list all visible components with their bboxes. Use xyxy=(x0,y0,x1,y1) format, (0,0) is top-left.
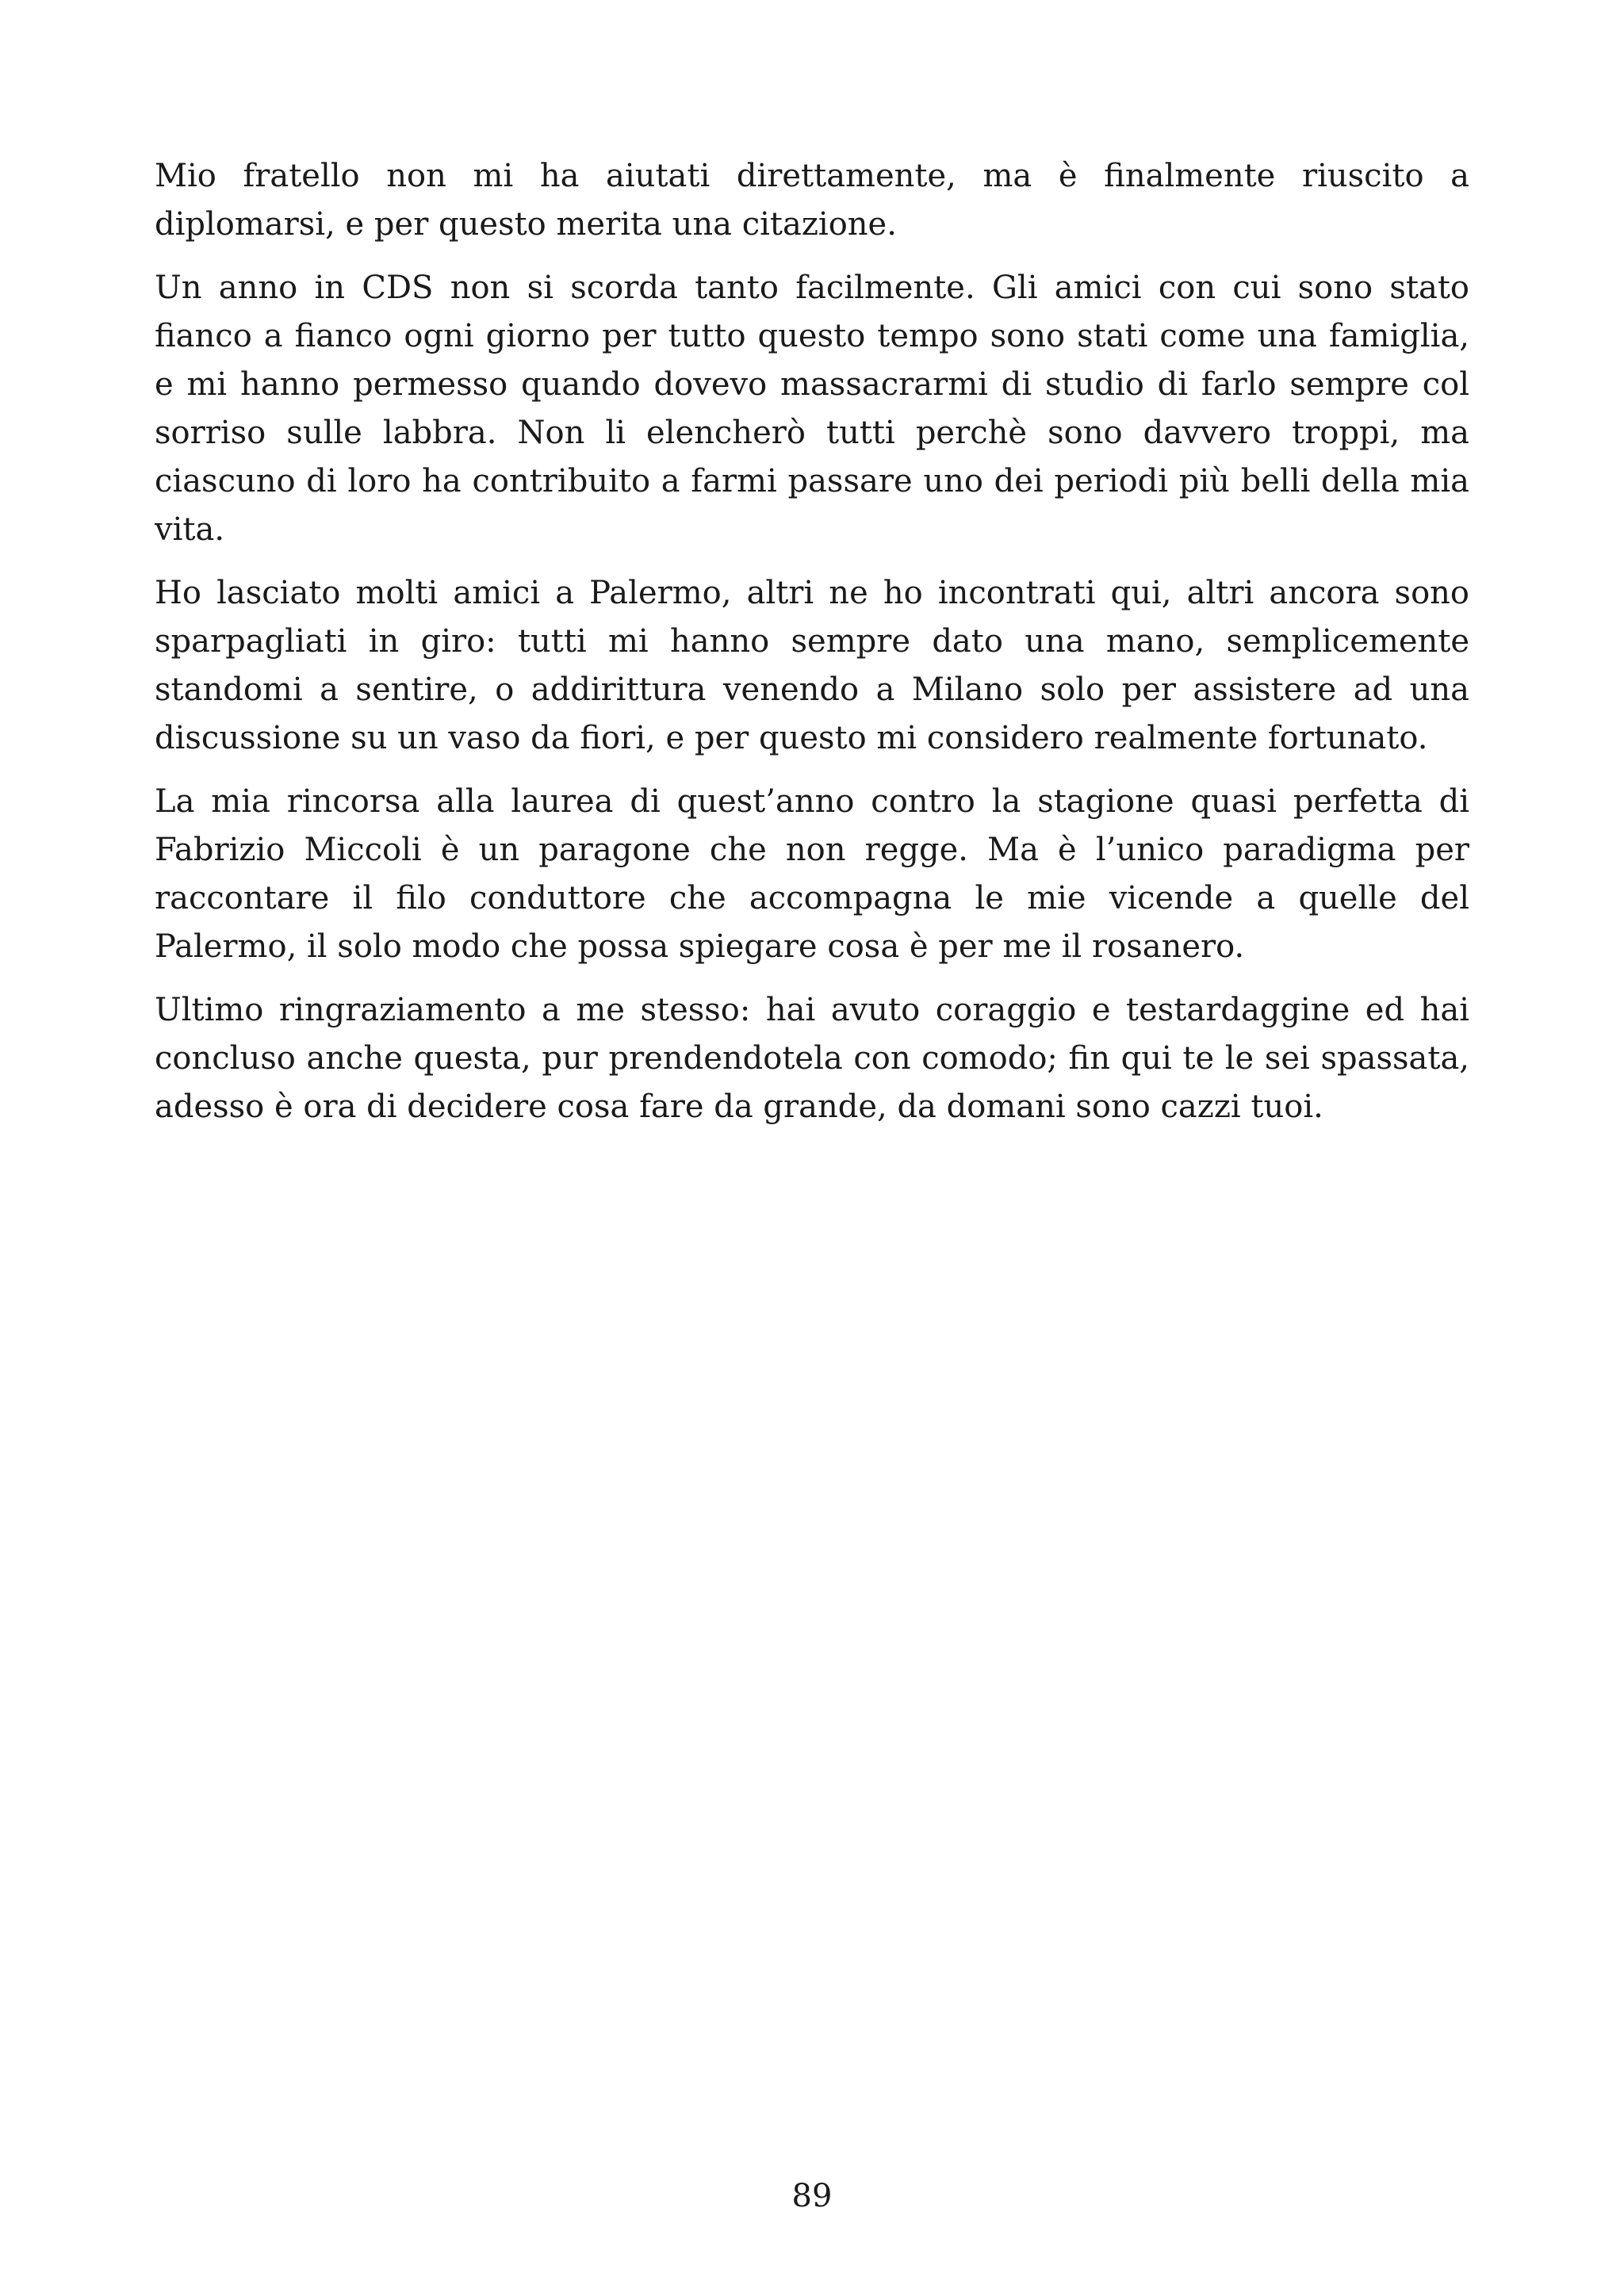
paragraph-palermo-friends: Ho lasciato molti amici a Palermo, altri ne ho incontrati qui, altri ancora sono sparpagliati in giro: tutti mi hanno sempre dato una mano, semplicemente standomi a sentire, o addirittura venendo a Milano solo per assistere ad una discussione su un vaso da fiori, e per questo mi considero realmente fortunato. xyxy=(155,575,1469,756)
paragraph-brother: Mio fratello non mi ha aiutati direttamente, ma è finalmente riuscito a diplomarsi, e per questo merita una citazione. xyxy=(155,158,1469,243)
paragraph-self-thanks: Ultimo ringraziamento a me stesso: hai avuto coraggio e testardaggine ed hai concluso anche questa, pur prendendotela con comodo; fin qui te le sei spassata, adesso è ora di decidere cosa fare da grande, da domani sono cazzi tuoi. xyxy=(155,992,1469,1125)
page-number: 89 xyxy=(791,2178,833,2214)
body-text xyxy=(155,152,1469,1146)
paragraph-cds-friends: Un anno in CDS non si scorda tanto facilmente. Gli amici con cui sono stato fianco a fianco ogni giorno per tutto questo tempo sono stati come una famiglia, e mi hanno permesso quando dovevo massacrarmi di studio di farlo sempre col sorriso sulle labbra. Non li elencherò tutti perchè sono davvero troppi, ma ciascuno di loro ha contribuito a farmi passare uno dei periodi più belli della mia vita. xyxy=(155,270,1469,548)
paragraph-miccoli: La mia rincorsa alla laurea di quest’anno contro la stagione quasi perfetta di Fabrizio Miccoli è un paragone che non regge. Ma è l’unico paradigma per raccontare il filo conduttore che accompagna le mie vicende a quelle del Palermo, il solo modo che possa spiegare cosa è per me il rosanero. xyxy=(155,783,1469,965)
